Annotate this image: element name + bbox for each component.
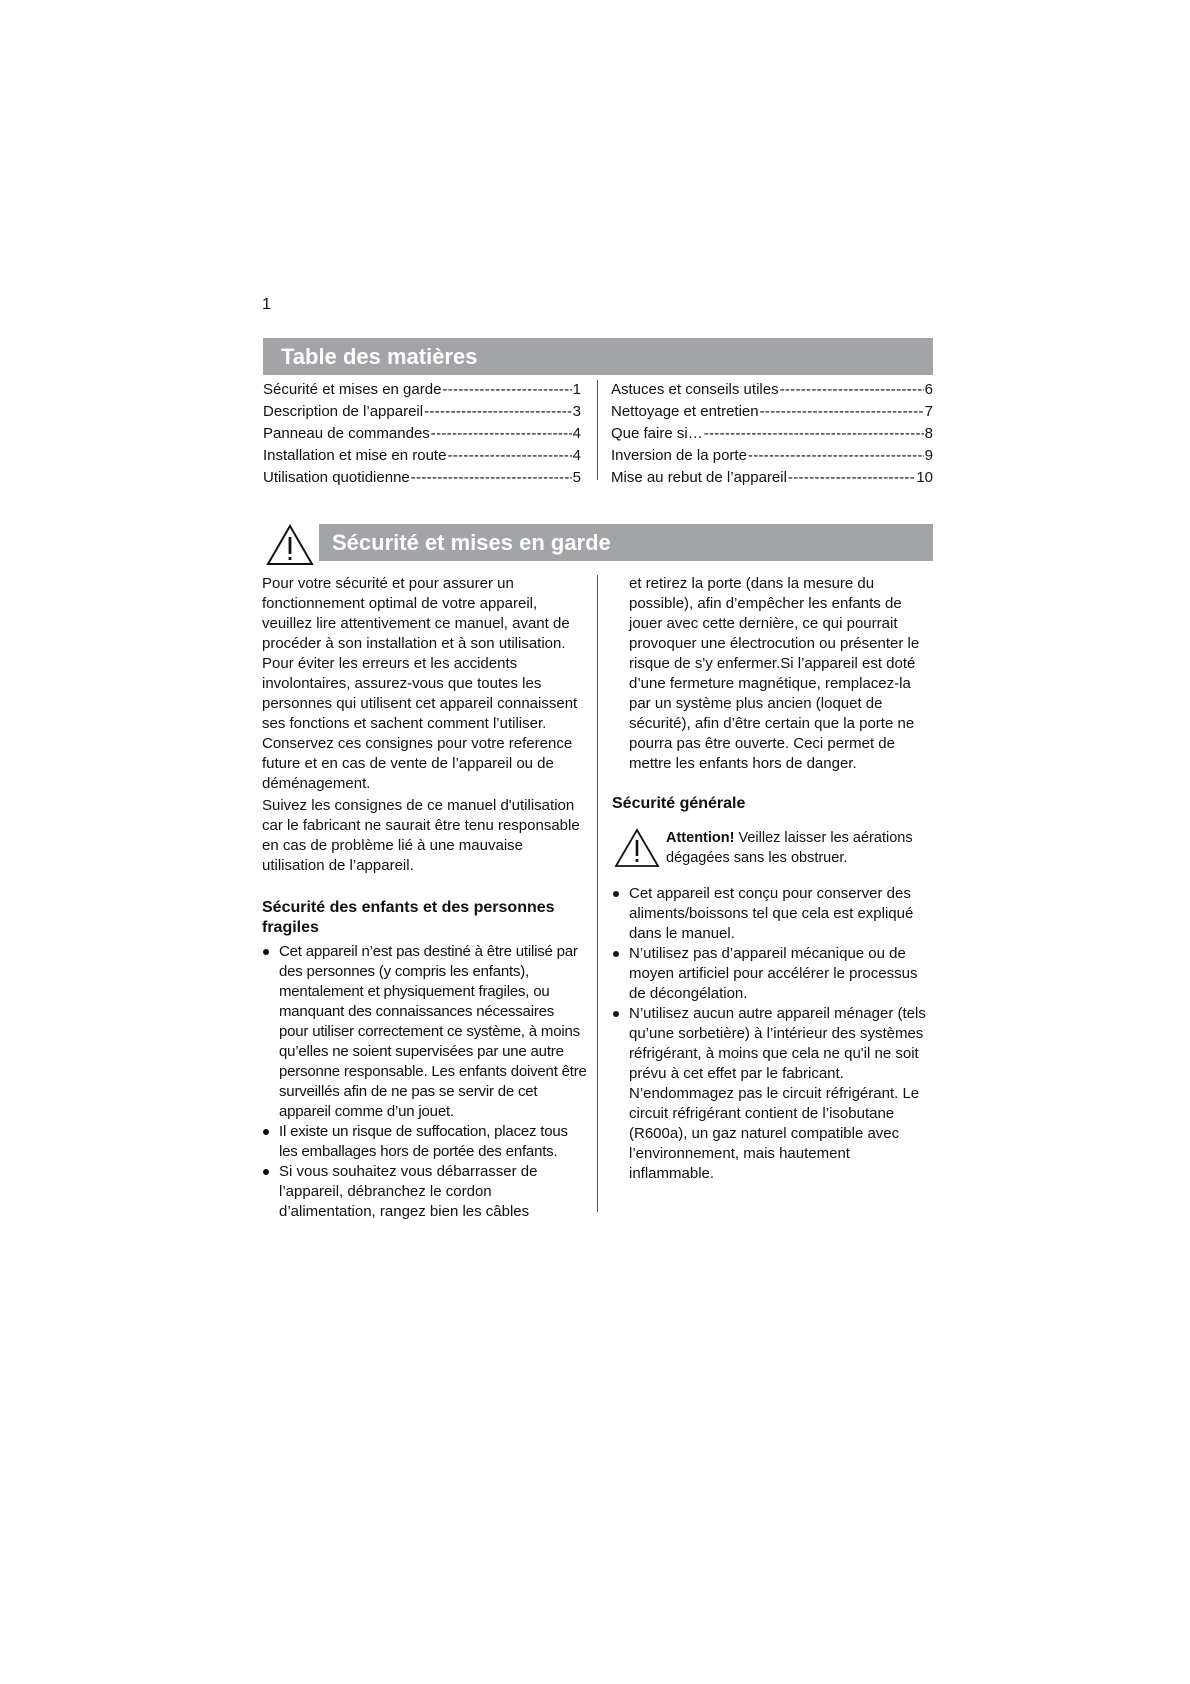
bullet-icon	[613, 951, 619, 957]
attention-note	[612, 828, 934, 870]
list-item-text: Il existe un risque de suffocation, placez tous les emballages hors de portée des enfants.	[279, 1123, 568, 1160]
toc-entry-label: Sécurité et mises en garde	[263, 381, 442, 398]
toc-entry	[611, 467, 933, 489]
bullet-icon	[263, 1129, 269, 1135]
toc-divider	[597, 380, 598, 480]
attention-text: Veillez laisser les aérations dégagées sans les obstruer.	[666, 830, 913, 866]
toc-entry-page: 1	[572, 381, 581, 398]
toc-entry	[611, 423, 933, 445]
list-item	[612, 884, 934, 944]
list-item-text: Cet appareil est conçu pour conserver des aliments/boissons tel que cela est expliqué dans le manuel.	[629, 885, 914, 942]
toc-leader	[431, 423, 572, 445]
toc-entry-label: Astuces et conseils utiles	[611, 381, 779, 398]
toc-leader	[788, 467, 915, 489]
toc-entry	[263, 467, 581, 489]
toc-entry-label: Panneau de commandes	[263, 425, 430, 442]
page-number: 1	[262, 296, 271, 313]
toc-entry-label: Inversion de la porte	[611, 447, 747, 464]
toc-leader	[442, 379, 571, 401]
toc-entry-label: Nettoyage et entretien	[611, 403, 759, 420]
toc-entry	[263, 379, 581, 401]
toc-entry-page: 6	[924, 381, 933, 398]
toc-entry-label: Que faire si…	[611, 425, 703, 442]
list-item	[262, 942, 587, 1122]
toc-entry-page: 3	[572, 403, 581, 420]
general-safety-heading: Sécurité générale	[612, 795, 746, 812]
list-item-text: N’utilisez pas d’appareil mécanique ou de moyen artificiel pour accélérer le processus de décongélation.	[629, 945, 918, 1002]
toc-entry	[263, 401, 581, 423]
list-item-text: Si vous souhaitez vous débarrasser de l’appareil, débranchez le cordon d’alimentation, rangez bien les câbles	[279, 1163, 538, 1220]
continued-paragraph: et retirez la porte (dans la mesure du possible), afin d’empêcher les enfants de jouer avec cette dernière, ce qui pourrait provoquer une électrocution ou présenter le risque de s'y enfermer.Si l’appareil est doté d’une fermeture magnétique, remplacez-la par un système plus ancien (loquet de sécurité), afin d’être certain que la porte ne pourra pas être ouverte. Ceci permet de mettre les enfants hors de danger.	[629, 575, 920, 772]
toc-entry	[611, 379, 933, 401]
toc-leader	[704, 423, 924, 445]
list-item-text: Cet appareil n’est pas destiné à être utilisé par des personnes (y compris les enfants), mentalement et physiquement fragiles, ou manquant des connaissances nécessaires pour utiliser correctement ce système, à moins qu’elles ne soient supervisées par une autre personne responsable. Les enfants doivent être surveillés afin de ne pas se servir de cet appareil comme d’un jouet.	[279, 943, 587, 1120]
toc-right-column	[611, 379, 933, 489]
toc-entry-label: Utilisation quotidienne	[263, 469, 410, 486]
toc-entry-label: Description de l’appareil	[263, 403, 424, 420]
list-item	[262, 1162, 587, 1222]
left-text-column	[262, 574, 587, 1222]
toc-entry-page: 4	[572, 425, 581, 442]
toc-entry-label: Installation et mise en route	[263, 447, 447, 464]
bullet-icon	[263, 949, 269, 955]
intro-paragraph: Suivez les consignes de ce manuel d'utilisation car le fabricant ne saurait être tenu responsable en cas de problème lié à une mauvaise utilisation de l’appareil.	[262, 797, 580, 874]
bullet-icon	[263, 1169, 269, 1175]
toc-leader	[447, 445, 571, 467]
toc-entry	[611, 445, 933, 467]
list-item-text: N’utilisez aucun autre appareil ménager (tels qu’une sorbetière) à l’intérieur des systèmes réfrigérant, à moins que cela ne qu'il ne soit prévu à cet effet par le fabricant.	[629, 1005, 926, 1082]
toc-entry-page: 9	[924, 447, 933, 464]
attention-label: Attention!	[666, 830, 735, 846]
toc-entry	[611, 401, 933, 423]
toc-entry-page: 7	[924, 403, 933, 420]
children-safety-heading: Sécurité des enfants et des personnes fragiles	[262, 899, 555, 936]
toc-entry-label: Mise au rebut de l’appareil	[611, 469, 787, 486]
refrigerant-paragraph: N’endommagez pas le circuit réfrigérant. Le circuit réfrigérant contient de l’isobutane (R600a), un gaz naturel compatible avec l’environnement, mais hautement inflammable.	[629, 1085, 920, 1182]
toc-entry-page: 8	[924, 425, 933, 442]
toc-leader	[411, 467, 572, 489]
column-divider	[597, 575, 598, 1212]
warning-triangle-icon	[614, 828, 660, 868]
toc-left-column	[263, 379, 581, 489]
toc-leader	[780, 379, 924, 401]
toc-entry-page: 5	[572, 469, 581, 486]
toc-leader	[760, 401, 924, 423]
list-item	[262, 1122, 587, 1162]
intro-paragraph: Pour votre sécurité et pour assurer un fonctionnement optimal de votre appareil, veuillez lire attentivement ce manuel, avant de procéder à son installation et à son utilisation. Pour éviter les erreurs et les accidents involontaires, assurez-vous que toutes les personnes qui utilisent cet appareil connaissent ses fonctions et sachent comment l’utiliser. Conservez ces consignes pour votre reference future et en cas de vente de l’appareil ou de déménagement.	[262, 575, 578, 792]
bullet-icon	[613, 1011, 619, 1017]
warning-triangle-icon	[266, 524, 314, 566]
section-title-safety: Sécurité et mises en garde	[319, 524, 933, 561]
toc-entry-page: 10	[916, 469, 933, 486]
general-safety-list	[612, 884, 934, 1084]
list-item	[612, 944, 934, 1004]
toc-leader	[424, 401, 572, 423]
children-safety-list	[262, 942, 587, 1222]
toc-entry	[263, 445, 581, 467]
toc-leader	[748, 445, 924, 467]
toc-title: Table des matières	[263, 338, 933, 375]
right-text-column	[612, 574, 934, 1184]
toc-entry	[263, 423, 581, 445]
bullet-icon	[613, 891, 619, 897]
list-item	[612, 1004, 934, 1084]
toc-entry-page: 4	[572, 447, 581, 464]
